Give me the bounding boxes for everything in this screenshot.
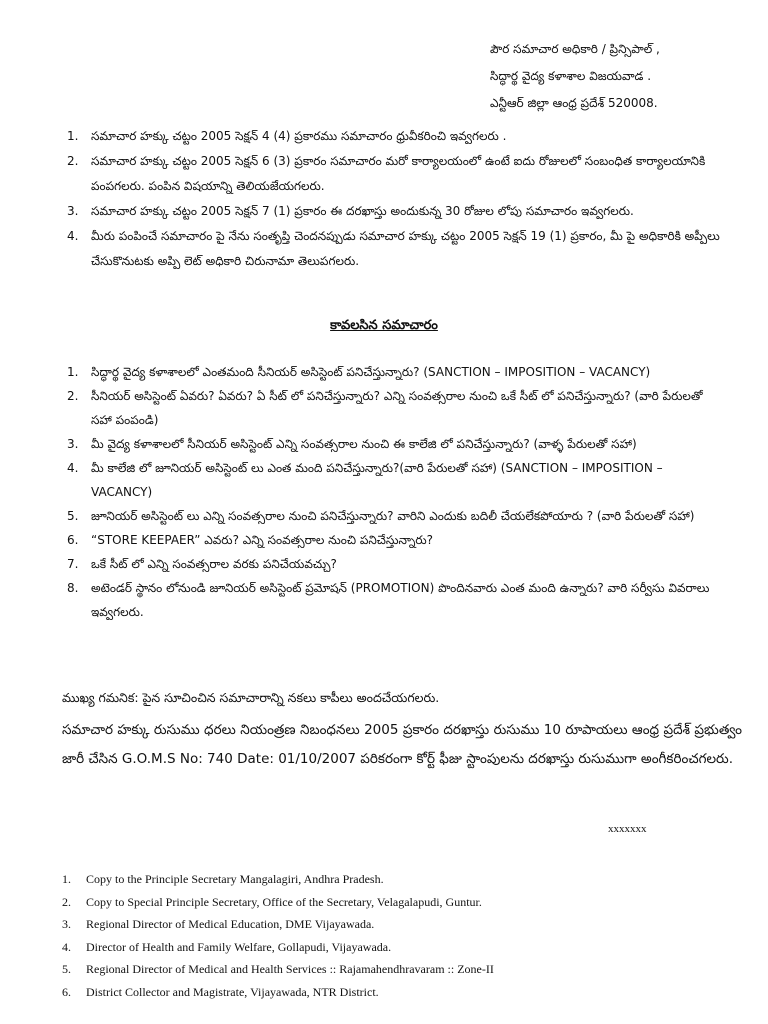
- clause-item: [67, 149, 727, 199]
- copy-number: 4.: [62, 939, 71, 954]
- section-heading: [0, 318, 768, 336]
- section-heading-text: కావలసిన సమాచారం: [330, 318, 438, 333]
- question-item: [67, 384, 727, 432]
- question-item: [67, 360, 727, 384]
- fee-paragraph: సమాచార హక్కు రుసుము ధరలు నియంత్రణ నిబంధనలు 2005 ప్రకారం దరఖాస్తు రుసుము 10 రూపాయలు ఆంధ్ర ప్రదేశ్ ప్రభుత్వం జారీ చేసిన G.O.M.S No: 740 Date: 01/10/2007 పరికరంగా కోర్ట్ ఫీజు స్టాంపులను దరఖాస్తు రుసుముగా అంగీకరించగలరు.: [62, 722, 742, 767]
- clause-item: [67, 224, 727, 274]
- copy-number: 2.: [62, 894, 71, 909]
- copy-text: Copy to the Principle Secretary Mangalagiri, Andhra Pradesh.: [86, 872, 384, 886]
- copy-text: Regional Director of Medical Education, DME Vijayawada.: [86, 917, 375, 931]
- question-number: 1.: [67, 365, 79, 379]
- question-number: 3.: [67, 437, 79, 451]
- recipient-address: [490, 36, 760, 117]
- clause-text: సమాచార హక్కు చట్టం 2005 సెక్షన్ 6 (3) ప్రకారం సమాచారం మరో కార్యాలయంలో ఉంటే ఐదు రోజులలో సంబంధిత కార్యాలయానికి పంపగలరు. పంపిన విషయాన్ని తెలియజేయగలరు.: [91, 154, 706, 193]
- question-text: ఒకే సీట్ లో ఎన్ని సంవత్సరాల వరకు పనిచేయవచ్చు?: [91, 557, 337, 571]
- question-text: మీ వైద్య కళాశాలలో సీనియర్ అసిస్టెంట్ ఎన్ని సంవత్సరాల నుంచి ఈ కాలేజి లో పనిచేస్తున్నారు? (వాళ్ళ పేరులతో సహా): [91, 437, 637, 451]
- question-item: [67, 432, 727, 456]
- copy-text: Copy to Special Principle Secretary, Office of the Secretary, Velagalapudi, Guntur.: [86, 894, 482, 909]
- copy-number: 5.: [62, 962, 71, 976]
- clause-text: సమాచార హక్కు చట్టం 2005 సెక్షన్ 4 (4) ప్రకారము సమాచారం ధ్రువీకరించి ఇవ్వగలరు .: [91, 129, 507, 143]
- copy-item: [62, 891, 722, 914]
- copy-to-list: [62, 868, 722, 1003]
- question-item: [67, 456, 727, 504]
- clause-item: [67, 124, 727, 149]
- question-item: [67, 504, 727, 528]
- redacted-marker: xxxxxxx: [608, 823, 647, 835]
- address-line: సిద్ధార్థ వైద్య కళాశాల విజయవాడ .: [490, 69, 652, 83]
- copy-item: [62, 868, 722, 891]
- question-item: [67, 552, 727, 576]
- copy-text: Director of Health and Family Welfare, Gollapudi, Vijayawada.: [86, 939, 392, 954]
- question-number: 8.: [67, 581, 79, 595]
- important-note: ముఖ్య గమనిక: పైన సూచించిన సమాచారాన్ని నకలు కాపీలు అందచేయగలరు.: [62, 690, 440, 705]
- question-number: 7.: [67, 557, 79, 571]
- copy-item: [62, 958, 722, 981]
- question-number: 4.: [67, 461, 79, 475]
- question-text: “STORE KEEPAER” ఎవరు? ఎన్ని సంవత్సరాల నుంచి పనిచేస్తున్నారు?: [91, 533, 433, 547]
- copy-text: Regional Director of Medical and Health Services :: Rajamahendhravaram :: Zone-II: [86, 962, 494, 976]
- clause-number: 1.: [67, 129, 79, 143]
- clause-number: 4.: [67, 229, 79, 243]
- copy-text: District Collector and Magistrate, Vijayawada, NTR District.: [86, 984, 379, 999]
- address-line: ఎన్టీఆర్ జిల్లా ఆంధ్ర ప్రదేశ్ 520008.: [490, 96, 658, 110]
- question-item: [67, 528, 727, 552]
- copy-number: 1.: [62, 872, 71, 886]
- clause-text: సమాచార హక్కు చట్టం 2005 సెక్షన్ 7 (1) ప్రకారం ఈ దరఖాస్తు అందుకున్న 30 రోజుల లోపు సమాచారం ఇవ్వగలరు.: [91, 204, 634, 218]
- clause-number: 2.: [67, 154, 79, 168]
- clause-number: 3.: [67, 204, 79, 218]
- address-line: పౌర సమాచార అధికారి / ప్రిన్సిపాల్ ,: [490, 42, 660, 56]
- copy-item: [62, 913, 722, 936]
- question-text: సిద్ధార్థ వైద్య కళాశాలలో ఎంతమంది సీనియర్ అసిస్టెంట్ పనిచేస్తున్నారు? (SANCTION – IMPOSITION – VACANCY): [91, 365, 651, 379]
- question-text: అటెండర్ స్థానం లోనుండి జూనియర్ అసిస్టెంట్ ప్రమోషన్ (PROMOTION) పొందినవారు ఎంత మంది ఉన్నారు? వారి సర్వీసు వివరాలు ఇవ్వగలరు.: [91, 581, 710, 619]
- question-text: జూనియర్ అసిస్టెంట్ లు ఎన్ని సంవత్సరాల నుంచి పనిచేస్తున్నారు? వారిని ఎందుకు బదిలీ చేయలేకపోయారు ? (వారి పేరులతో సహా): [91, 509, 695, 523]
- question-number: 2.: [67, 389, 79, 403]
- copy-number: 3.: [62, 917, 71, 931]
- questions-list: [67, 360, 727, 624]
- clause-item: [67, 199, 727, 224]
- copy-item: [62, 981, 722, 1004]
- question-number: 6.: [67, 533, 79, 547]
- question-text: సీనియర్ అసిస్టెంట్ ఏవరు? ఏవరు? ఏ సీట్ లో పనిచేస్తున్నారు? ఎన్ని సంవత్సరాల నుంచి ఒకే సీట్ లో పనిచేస్తున్నారు? (వారి పేరులతో సహా పంపండి): [91, 389, 703, 427]
- question-text: మీ కాలేజి లో జూనియర్ అసిస్టెంట్ లు ఎంత మంది పనిచేస్తున్నారు?(వారి పేరులతో సహా) (SANCTION – IMPOSITION – VACANCY): [91, 461, 663, 499]
- copy-number: 6.: [62, 984, 71, 999]
- copy-item: [62, 936, 722, 959]
- clause-text: మీరు పంపించే సమాచారం పై నేను సంతృప్తి చెందనప్పుడు సమాచార హక్కు చట్టం 2005 సెక్షన్ 19 (1) ప్రకారం, మీ పై అధికారికి అప్పీలు చేసుకొనుటకు అప్పి లెట్ అధికారి చిరునామా తెలుపగలరు.: [91, 229, 720, 268]
- rti-clauses-list: [67, 124, 727, 274]
- question-number: 5.: [67, 509, 79, 523]
- question-item: [67, 576, 727, 624]
